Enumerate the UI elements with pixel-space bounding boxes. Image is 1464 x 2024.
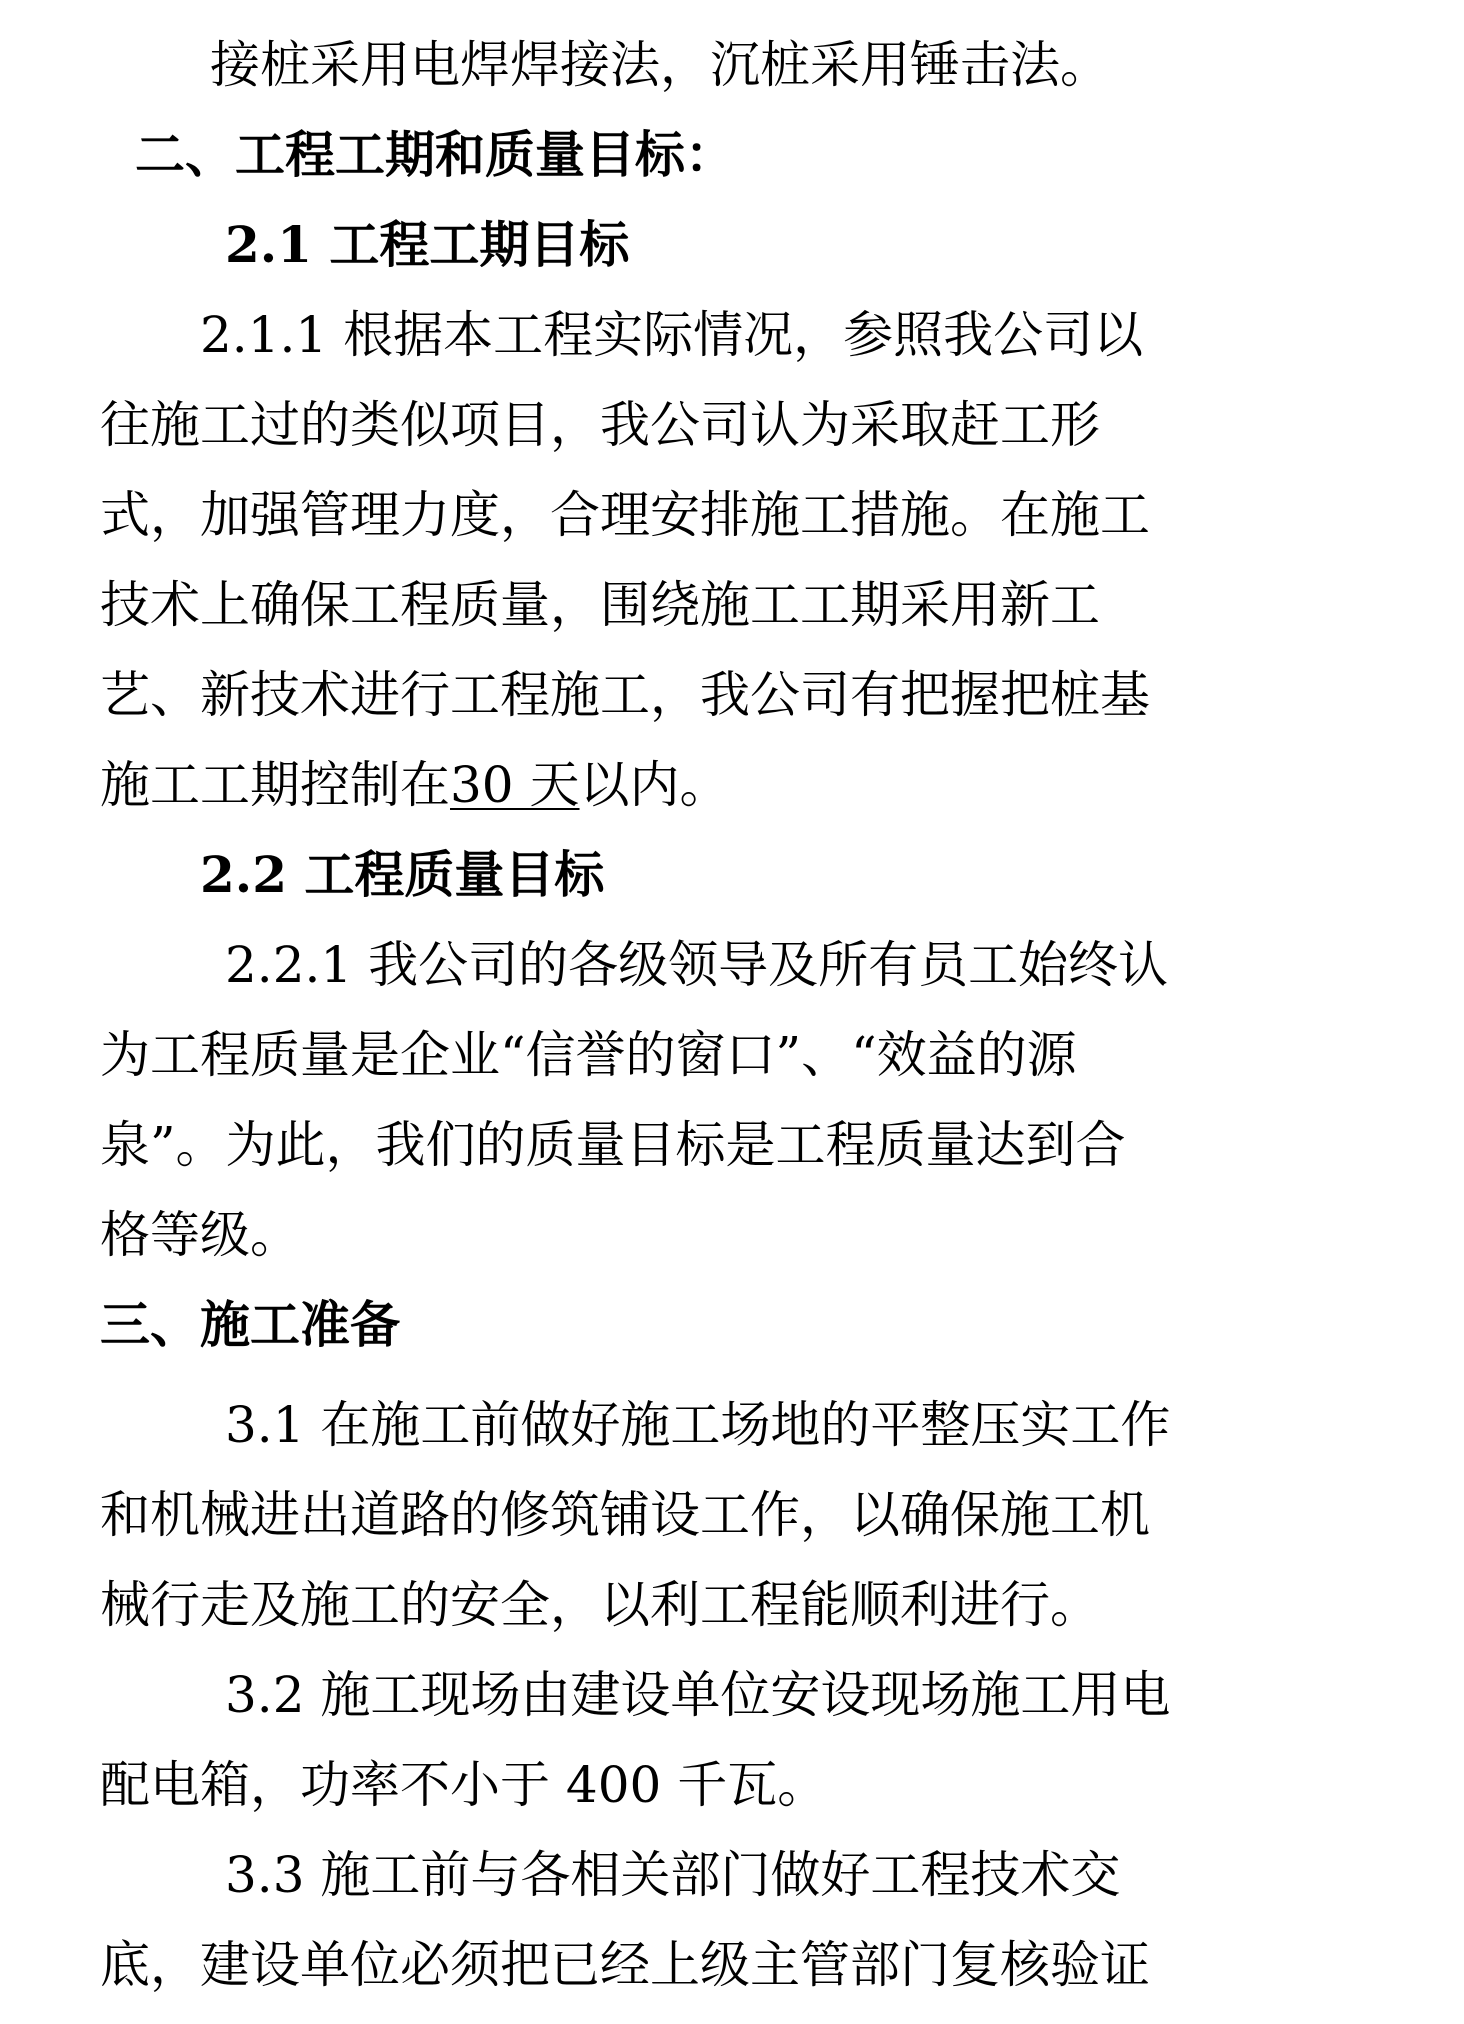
section-heading-3: 三、施工准备 (100, 1295, 400, 1354)
text-segment-after: 以内。 (579, 756, 730, 814)
section-heading-2: 二、工程工期和质量目标： (135, 125, 735, 184)
underlined-duration: 30 天 (450, 756, 580, 814)
text-line-13: 为工程质量是企业“信誉的窗口”、“效益的源 (100, 1026, 1077, 1084)
text-line-21: 配电箱，功率不小于 400 千瓦。 (100, 1756, 828, 1814)
text-line-4: 2.1.1 根据本工程实际情况，参照我公司以 (200, 306, 1144, 364)
text-line-8: 艺、新技术进行工程施工，我公司有把握把桩基 (100, 666, 1150, 724)
text-line-17: 3.1 在施工前做好施工场地的平整压实工作 (225, 1396, 1171, 1454)
text-line-18: 和机械进出道路的修筑铺设工作，以确保施工机 (100, 1486, 1150, 1544)
text-line-1: 接桩采用电焊焊接法，沉桩采用锤击法。 (210, 36, 1110, 94)
subsection-heading-2-2: 2.2 工程质量目标 (200, 845, 605, 904)
text-line-19: 械行走及施工的安全，以利工程能顺利进行。 (100, 1576, 1100, 1634)
text-line-7: 技术上确保工程质量，围绕施工工期采用新工 (100, 576, 1100, 634)
text-line-12: 2.2.1 我公司的各级领导及所有员工始终认 (225, 936, 1169, 994)
text-line-22: 3.3 施工前与各相关部门做好工程技术交 (225, 1846, 1121, 1904)
text-line-5: 往施工过的类似项目，我公司认为采取赶工形 (100, 396, 1100, 454)
text-line-23: 底，建设单位必须把已经上级主管部门复核验证 (100, 1936, 1150, 1994)
text-line-9 (100, 740, 1440, 830)
text-segment-before: 施工工期控制在 (100, 756, 450, 814)
text-line-20: 3.2 施工现场由建设单位安设现场施工用电 (225, 1666, 1171, 1724)
text-line-6: 式，加强管理力度，合理安排施工措施。在施工 (100, 486, 1150, 544)
text-line-15: 格等级。 (100, 1206, 300, 1264)
text-line-14: 泉”。为此，我们的质量目标是工程质量达到合 (100, 1116, 1126, 1174)
subsection-heading-2-1: 2.1 工程工期目标 (225, 215, 630, 274)
